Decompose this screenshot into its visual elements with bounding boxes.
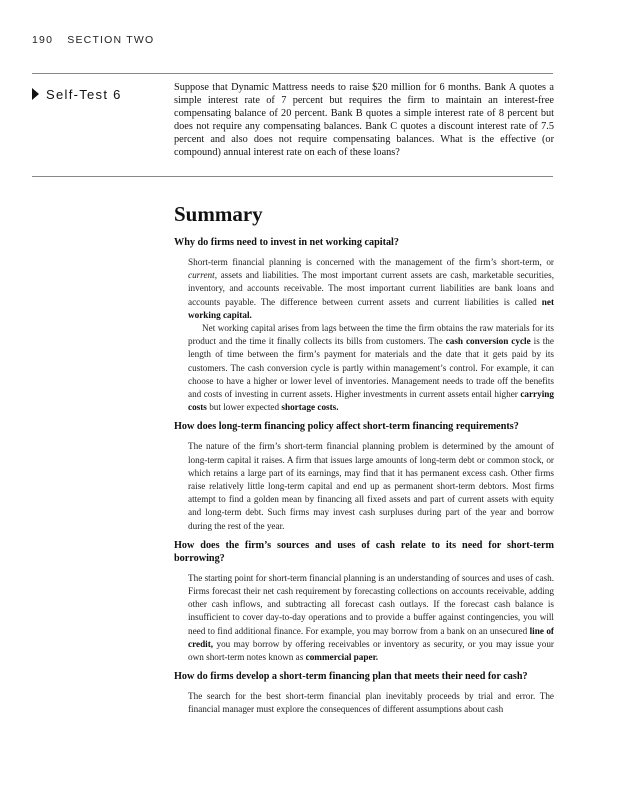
- italic-term: current,: [188, 270, 218, 281]
- text-run: assets and liabilities. The most important current assets are cash, marketable securities, inventory, and accounts receivable. The most important current liabilities are bank loans and accounts payable. The difference between current assets and current liabilities is called: [188, 270, 554, 307]
- text-run: The nature of the firm’s short-term financial planning problem is determined by the amount of long-term capital it raises. A firm that issues large amounts of long-term debt or common stock, or which retains a large part of its earnings, may find that it has permanent excess cash. Other firms raise relatively little long-term capital and end up as permanent short-term debtors. Most firms attempt to find a golden mean by financing all fixed assets and part of current assets with equity and long-term debt. Such firms may invest cash surpluses during part of the year and borrow during the rest of the year.: [188, 441, 554, 531]
- summary-content: [174, 236, 554, 723]
- text-run: Net working capital arises from lags between the time the firm obtains the raw materials for its product and the time it finally collects its bills from customers. The: [188, 323, 554, 347]
- summary-paragraph: [188, 572, 554, 664]
- key-term: cash conversion cycle: [445, 336, 531, 347]
- self-test-question: Suppose that Dynamic Mattress needs to raise $20 million for 6 months. Bank A quotes a simple interest rate of 7 percent but requires the firm to maintain an interest-free compensating balance of 20 percent. Bank B quotes a simple interest rate of 8 percent but does not require any compensating balances. Bank C quotes a discount interest rate of 7.5 percent and also does not require compensating balances. What is the effective (or compound) annual interest rate on each of these loans?: [174, 82, 554, 158]
- summary-paragraph: [188, 256, 554, 322]
- summary-paragraph: [188, 690, 554, 716]
- summary-question: Why do firms need to invest in net working capital?: [174, 237, 399, 248]
- text-run: The search for the best short-term financial plan inevitably proceeds by trial and error. The financial manager must explore the consequences of different assumptions about cash: [188, 691, 554, 715]
- summary-heading: Summary: [174, 202, 263, 226]
- key-term: commercial paper.: [305, 652, 379, 663]
- self-test-label: [32, 87, 122, 102]
- self-test-label-text: Self-Test 6: [46, 87, 122, 102]
- text-run: The starting point for short-term financial planning is an understanding of sources and uses of cash. Firms forecast their net cash requirement by forecasting collections on accounts receivable, adding other cash inflows, and subtracting all forecast cash outlays. If the forecast cash balance is insufficient to cover day-to-day operations and to provide a buffer against contingencies, you will need to find additional finance. For example, you may borrow from a bank on an unsecured: [188, 572, 554, 636]
- summary-paragraph: [188, 322, 554, 414]
- triangle-right-icon: [32, 88, 39, 100]
- divider-top: [32, 73, 553, 74]
- text-run: you may borrow by offering receivables or inventory as security, or you may issue your own short-term notes known as: [188, 638, 554, 663]
- key-term: carrying costs: [188, 389, 554, 413]
- text-run: Short-term financial planning is concerned with the management of the firm’s short-term, or: [188, 257, 554, 267]
- summary-question: How does the firm’s sources and uses of cash relate to its need for short-term borrowing?: [174, 539, 554, 564]
- summary-question: How does long-term financing policy affect short-term financing requirements?: [174, 421, 519, 433]
- summary-question: How do firms develop a short-term financing plan that meets their need for cash?: [174, 671, 528, 683]
- summary-paragraph: [188, 440, 554, 532]
- page-number: 190: [32, 34, 54, 46]
- key-term: net working capital.: [188, 296, 554, 320]
- section-label: SECTION TWO: [67, 34, 155, 46]
- text-run: is the length of time between the firm’s payment for materials and the date that it gets paid by its customers. The cash conversion cycle is partly within management’s control. For example, it can choose to have a higher or lower level of inventories. Management needs to trade off the benefits and costs of investing in current assets. Higher investments in current assets entail higher: [188, 336, 554, 400]
- running-header: [32, 34, 154, 46]
- text-run: but lower expected: [206, 402, 282, 413]
- key-term: line of credit,: [188, 625, 554, 649]
- divider-bottom: [32, 176, 553, 177]
- key-term: shortage costs.: [281, 402, 339, 413]
